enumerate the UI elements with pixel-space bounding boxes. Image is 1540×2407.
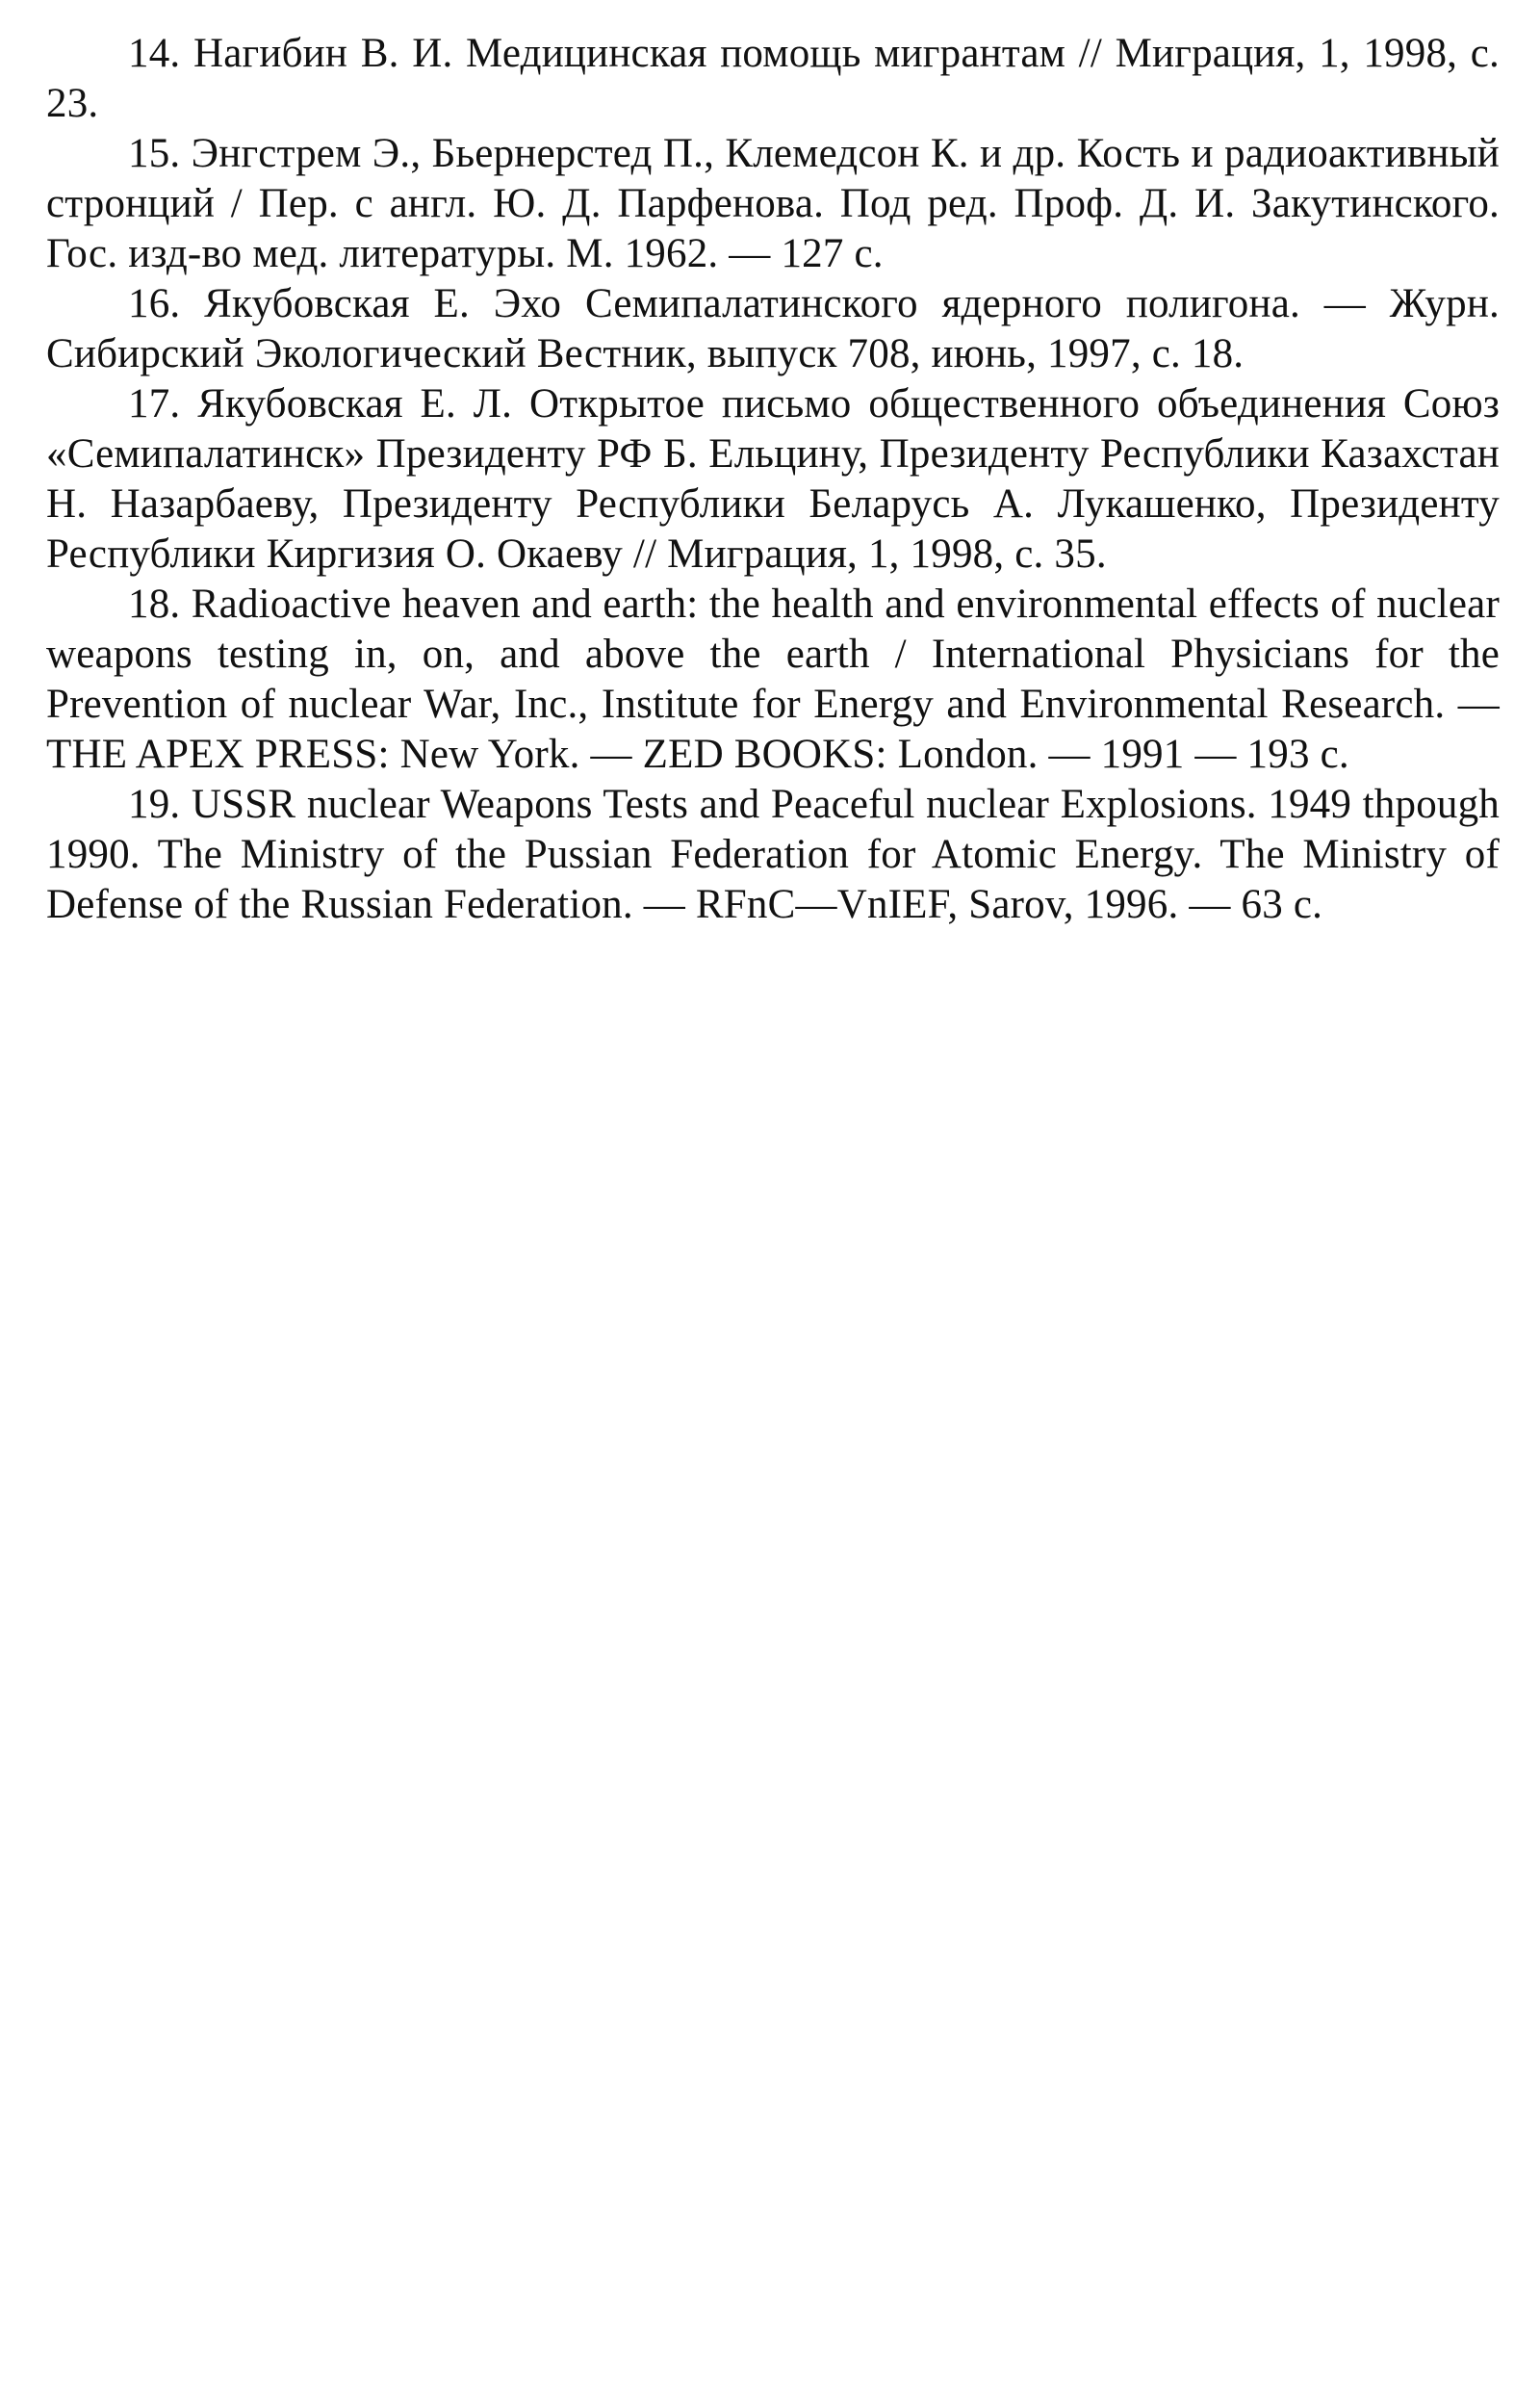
reference-entry-14: 14. Нагибин В. И. Медицинская помощь мигрантам // Миграция, 1, 1998, с. 23. xyxy=(46,31,1500,126)
reference-entry-17: 17. Якубовская Е. Л. Открытое письмо общественного объединения Союз «Семипалатинск» Президенту РФ Б. Ельцину, Президенту Республики Казахстан Н. Назарбаеву, Президенту Республики Беларусь А. Лукашенко, Президенту Республики Киргизия О. Окаеву // Миграция, 1, 1998, с. 35. xyxy=(46,381,1500,577)
reference-list xyxy=(46,29,1500,930)
reference-entry-15: 15. Энгстрем Э., Бьернерстед П., Клемедсон К. и др. Кость и радиоактивный стронций / Пер. с англ. Ю. Д. Парфенова. Под ред. Проф. Д. И. Закутинского. Гос. изд-во мед. литературы. М. 1962. — 127 с. xyxy=(46,131,1500,276)
reference-entry-18: 18. Radioactive heaven and earth: the health and environmental effects of nuclear weapons testing in, on, and above the earth / International Physicians for the Prevention of nuclear War, Inc., Institute for Energy and Environmental Research. — THE APEX PRESS: New York. — ZED BOOKS: London. — 1991 — 193 с. xyxy=(46,582,1500,777)
reference-entry-19: 19. USSR nuclear Weapons Tests and Peaceful nuclear Explosions. 1949 thpough 1990. The Ministry of the Pussian Federation for Atomic Energy. The Ministry of Defense of the Russian Federation. — RFnC—VnIEF, Sarov, 1996. — 63 с. xyxy=(46,782,1500,927)
document-page xyxy=(46,29,1500,930)
reference-entry-16: 16. Якубовская Е. Эхо Семипалатинского ядерного полигона. — Журн. Сибирский Экологический Вестник, выпуск 708, июнь, 1997, с. 18. xyxy=(46,281,1500,376)
